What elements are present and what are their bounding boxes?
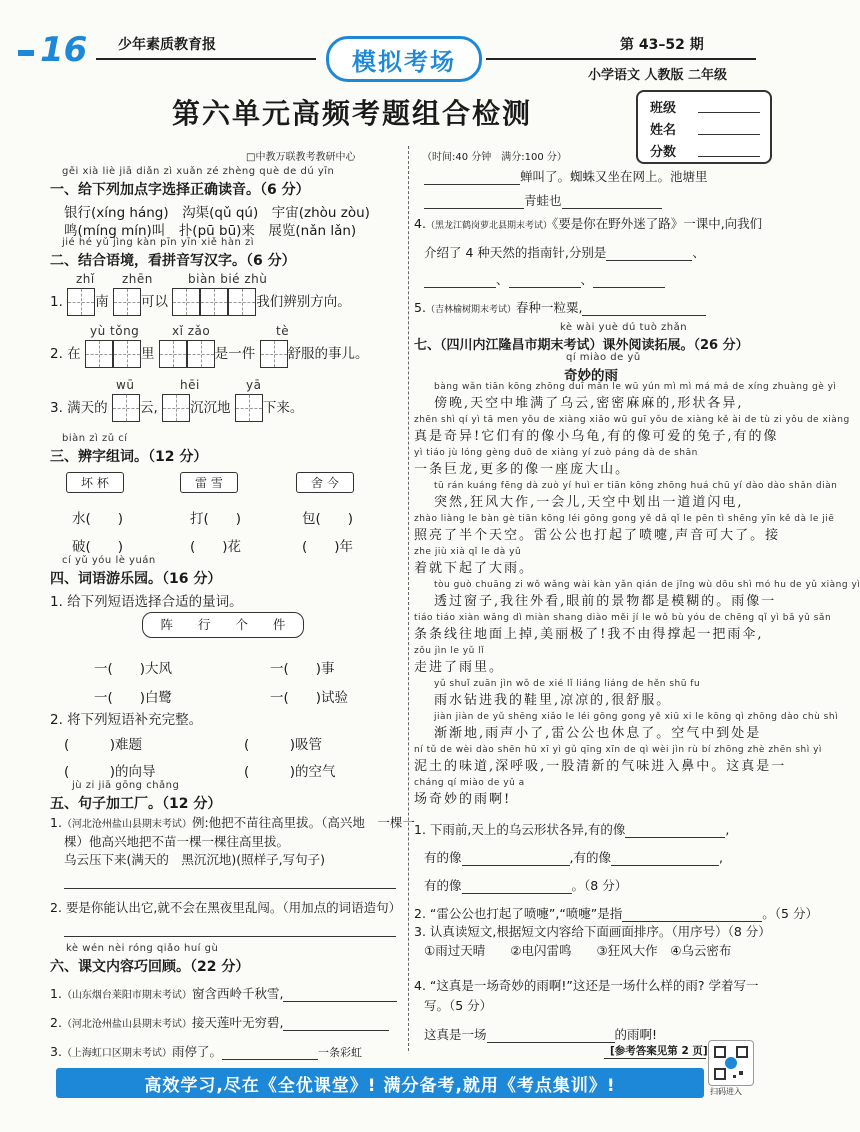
q2-s3 [50, 394, 303, 422]
q2-title: 二、结合语境，看拼音写汉字。（6 分） [50, 253, 296, 269]
q2-s3-py3: yā [246, 378, 262, 392]
answer-ref: [参考答案见第 2 页] [610, 1045, 708, 1057]
story-title-pinyin: qí miào de yǔ [566, 352, 641, 363]
qa1-b3: 有的像 [424, 878, 462, 893]
q2-s2-num: 2. 在 [50, 346, 81, 362]
q3-r1-2: 打( ) [190, 511, 242, 527]
q2-s1-py3: biàn bié zhù [188, 272, 268, 286]
fill-blank[interactable] [424, 208, 524, 209]
q5-p1 [50, 813, 415, 831]
q1-item: 展览(nǎn lǎn) [268, 223, 357, 239]
q6-r4-sep: 、 [692, 245, 705, 260]
q5-p1-line3: 乌云压下来(满天的 黑沉沉地)(照样子,写句子) [64, 852, 325, 867]
q2-s2-py1: yù tǒng [90, 324, 140, 338]
q6-l3-num: 3. [50, 1044, 62, 1059]
q6-r4 [424, 243, 705, 261]
write-box[interactable] [235, 394, 263, 422]
page-number [18, 30, 96, 72]
q6-l1-num: 1. [50, 986, 62, 1001]
class-field[interactable] [698, 112, 760, 113]
fill-blank[interactable] [283, 1001, 397, 1002]
qa1-b2: 有的像 [573, 850, 612, 865]
qr-label: 扫码进入 [710, 1087, 742, 1096]
story-pinyin-line: cháng qí miào de yǔ a [414, 778, 525, 788]
q6-pinyin: kè wén nèi róng qiǎo huí gù [66, 943, 219, 954]
q1-title: 一、给下列加点字选择正确读音。（6 分） [50, 182, 310, 198]
q6-r4-text: 介绍了 4 种天然的指南针,分别是 [424, 245, 607, 260]
q1-item: 宇宙(zhòu zòu) [271, 205, 370, 221]
source: □中教万联教考教研中心 [246, 152, 356, 163]
q6-r5-sep: 、 [496, 272, 509, 287]
story-text-line: 条条线往地面上掉,美丽极了!我不由得撑起一把雨伞, [414, 627, 764, 642]
q7-title: 七、（四川内江隆昌市期末考试）课外阅读拓展。（26 分） [414, 338, 749, 353]
q3-r2-3: ( )年 [302, 539, 354, 555]
fill-blank[interactable] [562, 208, 662, 209]
story-pinyin-line: ní tǔ de wèi dào shēn hū xī yì gǔ qīng xīn de qì wèi jìn rù bí zhōng zhè zhēn shì yì [414, 745, 822, 755]
q6-r3-num: 4. [414, 216, 426, 231]
q5-p1-src: （河北沧州盐山县期末考试） [61, 819, 192, 830]
q2-s3-py2: hēi [180, 378, 200, 392]
story-pinyin-line: zhào liàng le bàn gè tiān kōng léi gōng gong yě dǎ qǐ le pēn tì shēng yīn kě dà le jiē [414, 514, 835, 524]
q5-p1-line2: 棵）他高兴地把不苗一棵一棵往高里拔。 [64, 834, 290, 849]
q2-s2 [50, 340, 369, 368]
q2-s1 [50, 288, 351, 316]
q7-qa3-opts [424, 941, 731, 959]
q6-l2-text: 接天莲叶无穷碧, [191, 1015, 284, 1030]
q2-s2-py3: tè [276, 324, 290, 338]
q5-p1-num: 1. [50, 815, 62, 830]
q6-r3 [414, 214, 762, 232]
q6-l3 [50, 1042, 362, 1060]
qa2-text: 2. “雷公公也打起了喷嚏”,“喷嚏”是指 [414, 906, 623, 921]
time-info: （时间:40 分钟 满分:100 分） [422, 152, 567, 163]
story-pinyin-line: yǔ shuǐ zuān jìn wǒ de xié lǐ liáng liáng de hěn shū fu [434, 679, 701, 689]
story-pinyin-line: yì tiáo jù lóng gèng duō de xiàng yí zuò páng dà de shān [414, 448, 698, 458]
fill-blank[interactable] [509, 287, 581, 288]
footer-slogan: 高效学习,尽在《全优课堂》! 满分备考,就用《考点集训》! [144, 1075, 616, 1096]
write-box[interactable] [159, 340, 187, 368]
q4-a2: 一( )事 [270, 661, 335, 677]
fill-blank[interactable] [222, 1059, 318, 1060]
q4-b2: ( )吸管 [244, 737, 323, 753]
story [412, 382, 860, 811]
fill-blank[interactable] [593, 287, 665, 288]
fill-blank[interactable] [424, 287, 496, 288]
q1-pinyin: gěi xià liè jiā diǎn zì xuǎn zé zhèng què de dú yīn [62, 166, 335, 177]
fill-blank[interactable] [582, 315, 706, 316]
q3-r2-1: 破( ) [72, 539, 124, 555]
q6-l1 [50, 984, 397, 1002]
story-pinyin-line: tòu guò chuāng zi wǒ wǎng wài kàn yǎn qián de jǐng wù dōu shì mó hu de yǔ xiàng yì [434, 580, 860, 590]
q5-p1-text: 例:他把不苗往高里拔。（高兴地 一棵一 [191, 815, 415, 830]
q2-s3-num: 3. 满天的 [50, 400, 108, 416]
story-text-line: 傍晚,天空中堆满了乌云,密密麻麻的,形状各异, [434, 396, 744, 411]
story-pinyin-line: zhēn shì qí yì tā men yǒu de xiàng xiǎo wū guī yǒu de xiàng kě ài de tù zi yǒu de xiàng [414, 415, 850, 425]
q5-title: 五、句子加工厂。（12 分） [50, 796, 222, 812]
write-box[interactable] [172, 288, 200, 316]
qa1-b1: 有的像 [424, 850, 462, 865]
write-box[interactable] [113, 340, 141, 368]
banner-text: 模拟考场 [352, 47, 456, 76]
q2-s1-num: 1. [50, 294, 63, 310]
q6-r3-text: 《要是你在野外迷了路》一课中,向我们 [551, 216, 763, 231]
q7-qa4c [424, 1025, 657, 1043]
q3-tag: 雷 雪 [180, 472, 238, 493]
write-box[interactable] [112, 394, 140, 422]
score-field[interactable] [698, 156, 760, 157]
q6-l3-tail: 一条彩虹 [317, 1046, 362, 1059]
q6-r6-text: 春种一粒粟, [515, 300, 583, 315]
qa2-score: 。（5 分） [762, 906, 818, 921]
story-text-line: 泥土的味道,深呼吸,一股清新的气味进入鼻中。这真是一 [414, 759, 787, 774]
fill-blank[interactable] [606, 260, 692, 261]
story-pinyin-line: zhe jiù xià qǐ le dà yǔ [414, 547, 522, 557]
q6-r6-src: （吉林榆树期末考试） [425, 305, 516, 315]
qa4c-post: 的雨啊! [614, 1027, 658, 1042]
q7-pinyin: kè wài yuè dú tuò zhǎn [560, 322, 688, 333]
answer-line[interactable] [64, 888, 396, 889]
issue-number: 第 43–52 期 [620, 37, 704, 53]
qa3-opt: ③狂风大作 [596, 943, 658, 958]
q6-l2 [50, 1013, 389, 1031]
story-text-line: 雨水钻进我的鞋里,凉凉的,很舒服。 [434, 693, 672, 708]
q4-pinyin: cí yǔ yóu lè yuán [62, 555, 156, 566]
qr-code[interactable] [708, 1040, 754, 1086]
q4-sub2: 2. 将下列短语补充完整。 [50, 712, 203, 728]
write-box[interactable] [200, 288, 228, 316]
q4-b1: ( )难题 [64, 737, 143, 753]
page-number-text: 16 [40, 30, 88, 70]
fill-blank[interactable] [611, 865, 719, 866]
fill-blank[interactable] [424, 184, 520, 185]
write-box[interactable] [67, 288, 95, 316]
q2-s1-py1: zhǐ [76, 272, 95, 286]
banner [326, 36, 482, 82]
q6-r1-text: 蝉叫了。蜘蛛又坐在网上。池塘里 [520, 169, 708, 184]
q3-tag: 坏 杯 [66, 472, 124, 493]
q4-a4: 一( )试验 [270, 690, 349, 706]
q4-word-box: 阵 行 个 件 [142, 612, 304, 638]
footer-banner [56, 1068, 704, 1098]
student-info-box [636, 90, 772, 164]
q2-s2-t3: 舒服的事儿。 [287, 346, 369, 362]
q3-title: 三、辨字组词。（12 分） [50, 449, 208, 465]
story-title: 奇妙的雨 [564, 368, 618, 384]
q6-r6-num: 5. [414, 300, 426, 315]
q2-s1-t3: 我们辨别方向。 [256, 294, 351, 310]
q7-qa1-b: 有的像 ,有的像 , [424, 850, 723, 865]
q6-l1-text: 窗含西岭千秋雪, [191, 986, 284, 1001]
source-text: 中教万联教考教研中心 [255, 152, 356, 163]
q1-item: 沟渠(qǔ qú) [182, 205, 259, 221]
q6-r1 [424, 167, 708, 185]
q1-item: 扑(pū bū)来 [178, 223, 255, 239]
q2-s3-t1: 云, [139, 400, 158, 416]
story-text-line: 走进了雨里。 [414, 660, 505, 675]
q3-tag: 舍 今 [296, 472, 354, 493]
qa1-score: 。（8 分） [571, 878, 628, 893]
q6-r5 [424, 270, 665, 288]
q3-r2-2: ( )花 [190, 539, 242, 555]
q2-s1-t2: 可以 [140, 294, 168, 310]
q6-r5-sep2: 、 [580, 272, 594, 287]
page-title: 第六单元高频考题组合检测 [172, 97, 533, 130]
q7-qa1: 1. 下雨前,天上的乌云形状各异,有的像 , [414, 822, 730, 837]
q3-r1-3: 包( ) [302, 511, 354, 527]
column-divider [408, 146, 409, 1051]
q5-p2: 2. 要是你能认出它,就不会在黑夜里乱闯。（用加点的词语造句） [50, 900, 402, 915]
qr-icon [709, 1041, 753, 1085]
q6-title: 六、课文内容巧回顾。（22 分） [50, 959, 250, 975]
q7-qa4b: 写。（5 分） [424, 998, 493, 1013]
q7-qa2 [414, 904, 818, 922]
subject: 小学语文 人教版 二年级 [588, 68, 728, 83]
story-pinyin-line: bàng wǎn tiān kōng zhōng duī mǎn le wū yún mì mì má má de xíng zhuàng gè yì [434, 382, 837, 392]
write-box[interactable] [187, 340, 215, 368]
story-text-line: 透过窗子,我往外看,眼前的景物都是模糊的。雨像一 [434, 594, 777, 609]
class-label: 班级 [650, 101, 677, 116]
q2-s3-py1: wū [116, 378, 135, 392]
q7-qa1-c [424, 876, 627, 894]
q2-s2-py2: xǐ zǎo [172, 324, 211, 338]
q4-a3: 一( )白鹭 [94, 690, 173, 706]
q2-s3-t2: 沉沉地 [190, 400, 231, 416]
newspaper-name: 少年素质教育报 [118, 37, 216, 53]
story-text-line: 突然,狂风大作,一会儿,天空中划出一道道闪电, [434, 495, 744, 510]
q1-line2 [64, 219, 356, 239]
story-pinyin-line: jiàn jiàn de yǔ shēng xiǎo le léi gōng gong yě xiū xi le kōng qì zhōng dào chù shì [434, 712, 839, 722]
q7-qa3: 3. 认真读短文,根据短文内容给下面画面排序。（用序号）（8 分） [414, 924, 771, 939]
write-box[interactable] [228, 288, 256, 316]
score-label: 分数 [650, 145, 677, 160]
q6-l2-src: （河北沧州盐山县期末考试） [61, 1019, 192, 1030]
write-box[interactable] [162, 394, 190, 422]
q6-l2-num: 2. [50, 1015, 62, 1030]
story-text-line: 照亮了半个天空。雷公公也打起了喷嚏,声音可大了。接 [414, 528, 781, 543]
answer-line[interactable] [64, 936, 396, 937]
q4-title: 四、词语游乐园。（16 分） [50, 571, 222, 587]
fill-blank[interactable] [625, 837, 725, 838]
q2-s2-t2: 是一件 [214, 346, 256, 362]
fill-blank[interactable] [487, 1042, 615, 1043]
q7-qa4: 4. “这真是一场奇妙的雨啊!”这还是一场什么样的雨? 学着写一 [414, 978, 759, 993]
fill-blank[interactable] [462, 893, 572, 894]
q6-l3-src: （上海虹口区期末考试） [61, 1048, 172, 1059]
q2-s2-t1: 里 [140, 346, 155, 362]
q2-s3-t3: 下来。 [262, 400, 304, 416]
story-text-line: 场奇妙的雨啊! [414, 792, 512, 807]
q4-a1: 一( )大风 [94, 661, 173, 677]
q4-b4: ( )的空气 [244, 764, 336, 780]
q6-l3-text: 雨停了。 [171, 1044, 222, 1059]
q1-line1 [64, 201, 370, 221]
name-field[interactable] [698, 134, 760, 135]
name-label: 姓名 [650, 123, 677, 138]
q2-pinyin: jié hé yǔ jìng kàn pīn yīn xiě hàn zì [62, 237, 255, 248]
q3-r1-1: 水( ) [72, 511, 124, 527]
q3-pinyin: biàn zì zǔ cí [62, 433, 128, 444]
fill-blank[interactable] [462, 865, 570, 866]
q6-r6 [414, 298, 706, 316]
story-text-line: 真是奇异!它们有的像小乌龟,有的像可爱的兔子,有的像 [414, 429, 779, 444]
q1-item: 鸣(míng mín)叫 [64, 223, 166, 239]
q5-pinyin: jù zi jiā gōng chǎng [72, 780, 180, 791]
qa4c-pre: 这真是一场 [424, 1027, 487, 1042]
q4-sub1: 1. 给下列短语选择合适的量词。 [50, 594, 243, 610]
write-box[interactable] [260, 340, 288, 368]
write-box[interactable] [85, 340, 113, 368]
q6-r3-src: （黑龙江鹤岗萝北县期末考试） [425, 221, 552, 231]
q2-s1-py2: zhēn [122, 272, 153, 286]
write-box[interactable] [113, 288, 141, 316]
q6-l1-src: （山东烟台莱阳市期末考试） [61, 990, 192, 1001]
fill-blank[interactable] [283, 1030, 389, 1031]
story-pinyin-line: tiáo tiáo xiàn wǎng dì miàn shang diào měi jí le wǒ bù yóu de chēng qǐ yì bǎ yǔ sǎn [414, 613, 832, 623]
story-text-line: 一条巨龙,更多的像一座庞大山。 [414, 462, 631, 477]
qa3-opt: ①雨过天晴 [424, 943, 486, 958]
story-pinyin-line: tū rán kuáng fēng dà zuò yí huì er tiān kōng zhōng huá chū yí dào dào shǎn diàn [434, 481, 838, 491]
q4-b3: ( )的向导 [64, 764, 156, 780]
story-text-line: 着就下起了大雨。 [414, 561, 535, 576]
q6-r2-text: 青蛙也 [524, 193, 562, 208]
qa3-opt: ④乌云密布 [670, 943, 732, 958]
story-text-line: 渐渐地,雨声小了,雷公公也休息了。空气中到处是 [434, 726, 762, 741]
qa1-text: 1. 下雨前,天上的乌云形状各异,有的像 [414, 822, 626, 837]
q1-item: 银行(xíng háng) [64, 205, 169, 221]
q2-s1-t1: 南 [95, 294, 109, 310]
qa3-opt: ②电闪雷鸣 [510, 943, 572, 958]
q6-r2 [424, 191, 662, 209]
story-pinyin-line: zǒu jìn le yǔ lǐ [414, 646, 485, 656]
